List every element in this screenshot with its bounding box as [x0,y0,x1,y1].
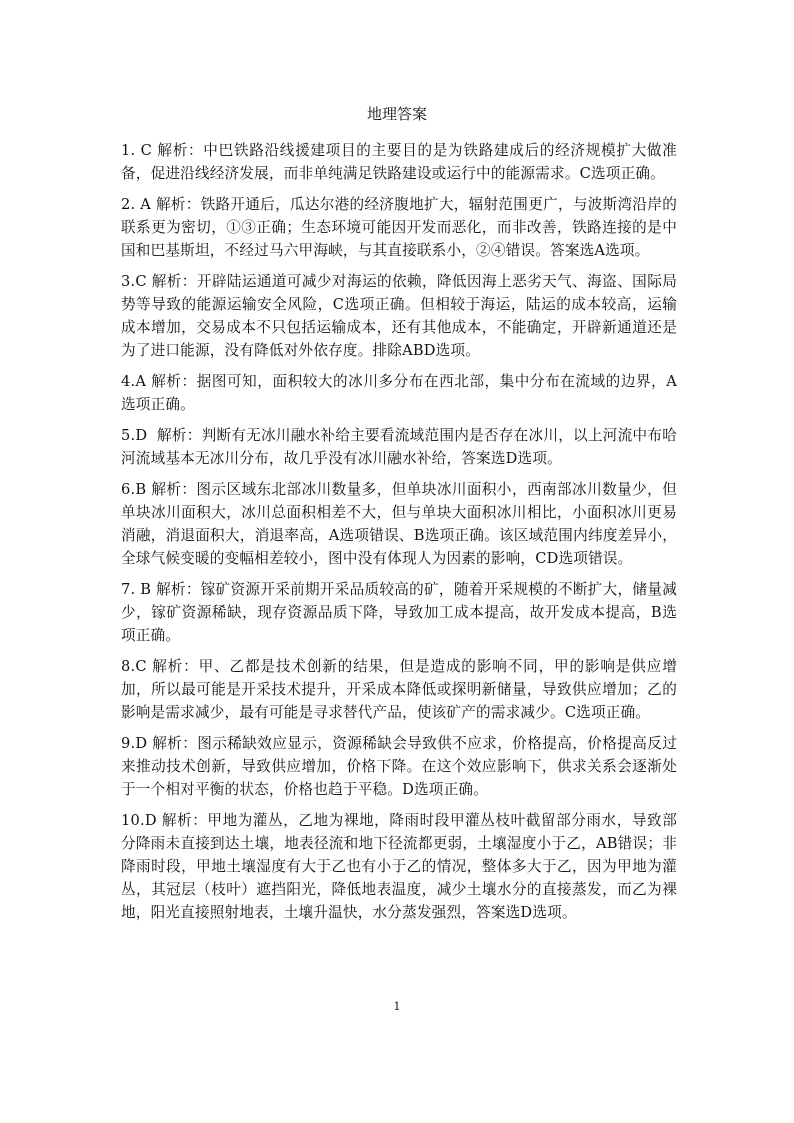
analysis-label: 解析： [157,427,202,444]
answer-choice: B [135,481,152,498]
answer-number: 8. [121,658,136,675]
answer-choice: A [140,196,156,213]
analysis-text: 图示稀缺效应显示，资源稀缺会导致供不应求，价格提高，价格提高反过来推动技术创新，导致供应增加，价格下降。在这个效应影响下，供求关系会逐渐处于一个相对平衡的状态，价格也趋于平稳。D选项正确。 [121,735,677,798]
analysis-text: 中巴铁路沿线援建项目的主要目的是为铁路建成后的经济规模扩大做准备，促进沿线经济发展，而非单纯满足铁路建设或运行中的能源需求。C选项正确。 [121,142,677,182]
answer-number: 10. [121,812,145,829]
answer-number: 2. [121,196,141,213]
answer-item-10 [121,809,677,924]
answer-choice: D [135,427,158,444]
analysis-label: 解析： [152,735,198,752]
analysis-label: 解析： [156,581,201,598]
answer-number: 5. [121,427,136,444]
analysis-label: 解析： [151,373,197,390]
analysis-text: 甲、乙都是技术创新的结果，但是造成的影响不同，甲的影响是供应增加，所以最可能是开采技术提升，开采成本降低或探明新储量，导致供应增加；乙的影响是需求减少，最有可能是寻求替代产品，使该矿产的需求减少。C选项正确。 [121,658,677,721]
analysis-label: 解析： [151,273,197,290]
answer-number: 4. [121,373,136,390]
answer-number: 6. [121,481,136,498]
analysis-text: 据图可知，面积较大的冰川多分布在西北部，集中分布在流域的边界，A选项正确。 [121,373,677,413]
analysis-label: 解析： [157,142,204,159]
answer-number: 3. [121,273,136,290]
answer-item-4 [121,370,677,416]
answer-choice: A [135,373,152,390]
analysis-text: 镓矿资源开采前期开采品质较高的矿，随着开采规模的不断扩大，储量减少，镓矿资源稀缺，现存资源品质下降，导致加工成本提高，故开发成本提高，B选项正确。 [121,581,677,644]
answer-choice: D [135,735,153,752]
answer-item-1 [121,139,677,185]
analysis-label: 解析： [155,196,201,213]
answer-number: 7. [121,581,141,598]
answer-choice: C [135,273,152,290]
page-number: 1 [393,1000,401,1013]
analysis-label: 解析： [151,481,197,498]
analysis-text: 开辟陆运通道可减少对海运的依赖，降低因海上恶劣天气、海盗、国际局势等导致的能源运输安全风险，C选项正确。但相较于海运，陆运的成本较高，运输成本增加，交易成本不只包括运输成本，还有其他成本，不能确定，开辟新通道还是为了进口能源，没有降低对外依存度。排除ABD选项。 [121,273,677,359]
analysis-text: 判断有无冰川融水补给主要看流域范围内是否存在冰川，以上河流中布哈河流域基本无冰川分布，故几乎没有冰川融水补给，答案选D选项。 [121,427,677,467]
analysis-label: 解析： [161,812,208,829]
page-title: 地理答案 [366,105,427,123]
answer-item-7 [121,578,677,647]
answer-number: 9. [121,735,136,752]
analysis-text: 甲地为灌丛，乙地为裸地，降雨时段甲灌丛枝叶截留部分雨水，导致部分降雨未直接到达土壤，地表径流和地下径流都更弱，土壤湿度小于乙，AB错误；非降雨时段，甲地土壤湿度有大于乙也有小于乙的情况，整体多大于乙，因为甲地为灌丛，其冠层（枝叶）遮挡阳光，降低地表温度，减少土壤水分的直接蒸发，而乙为裸地，阳光直接照射地表，土壤升温快，水分蒸发强烈，答案选D选项。 [121,812,677,921]
answer-item-6 [121,478,677,570]
analysis-text: 图示区域东北部冰川数量多，但单块冰川面积小，西南部冰川数量少，但单块冰川面积大，冰川总面积相差不大，但与单块大面积冰川相比，小面积冰川更易消融，消退面积大，消退率高，A选项错误、B选项正确。该区域范围内纬度差异小，全球气候变暖的变幅相差较小，图中没有体现人为因素的影响，CD选项错误。 [121,481,677,567]
answer-item-3 [121,270,677,362]
answer-list [121,139,677,932]
answer-number: 1. [121,142,141,159]
answer-choice: B [140,581,157,598]
answer-item-8 [121,655,677,724]
answer-choice: D [144,812,162,829]
analysis-text: 铁路开通后，瓜达尔港的经济腹地扩大，辐射范围更广，与波斯湾沿岸的联系更为密切，①③正确；生态环境可能因开发而恶化，而非改善，铁路连接的是中国和巴基斯坦，不经过马六甲海峡，与其直接联系小，②④错误。答案选A选项。 [121,196,678,259]
answer-item-9 [121,732,677,801]
answer-item-2 [121,193,677,262]
answer-item-5 [121,424,677,470]
answer-choice: C [140,142,158,159]
analysis-label: 解析： [152,658,199,675]
answer-choice: C [135,658,153,675]
